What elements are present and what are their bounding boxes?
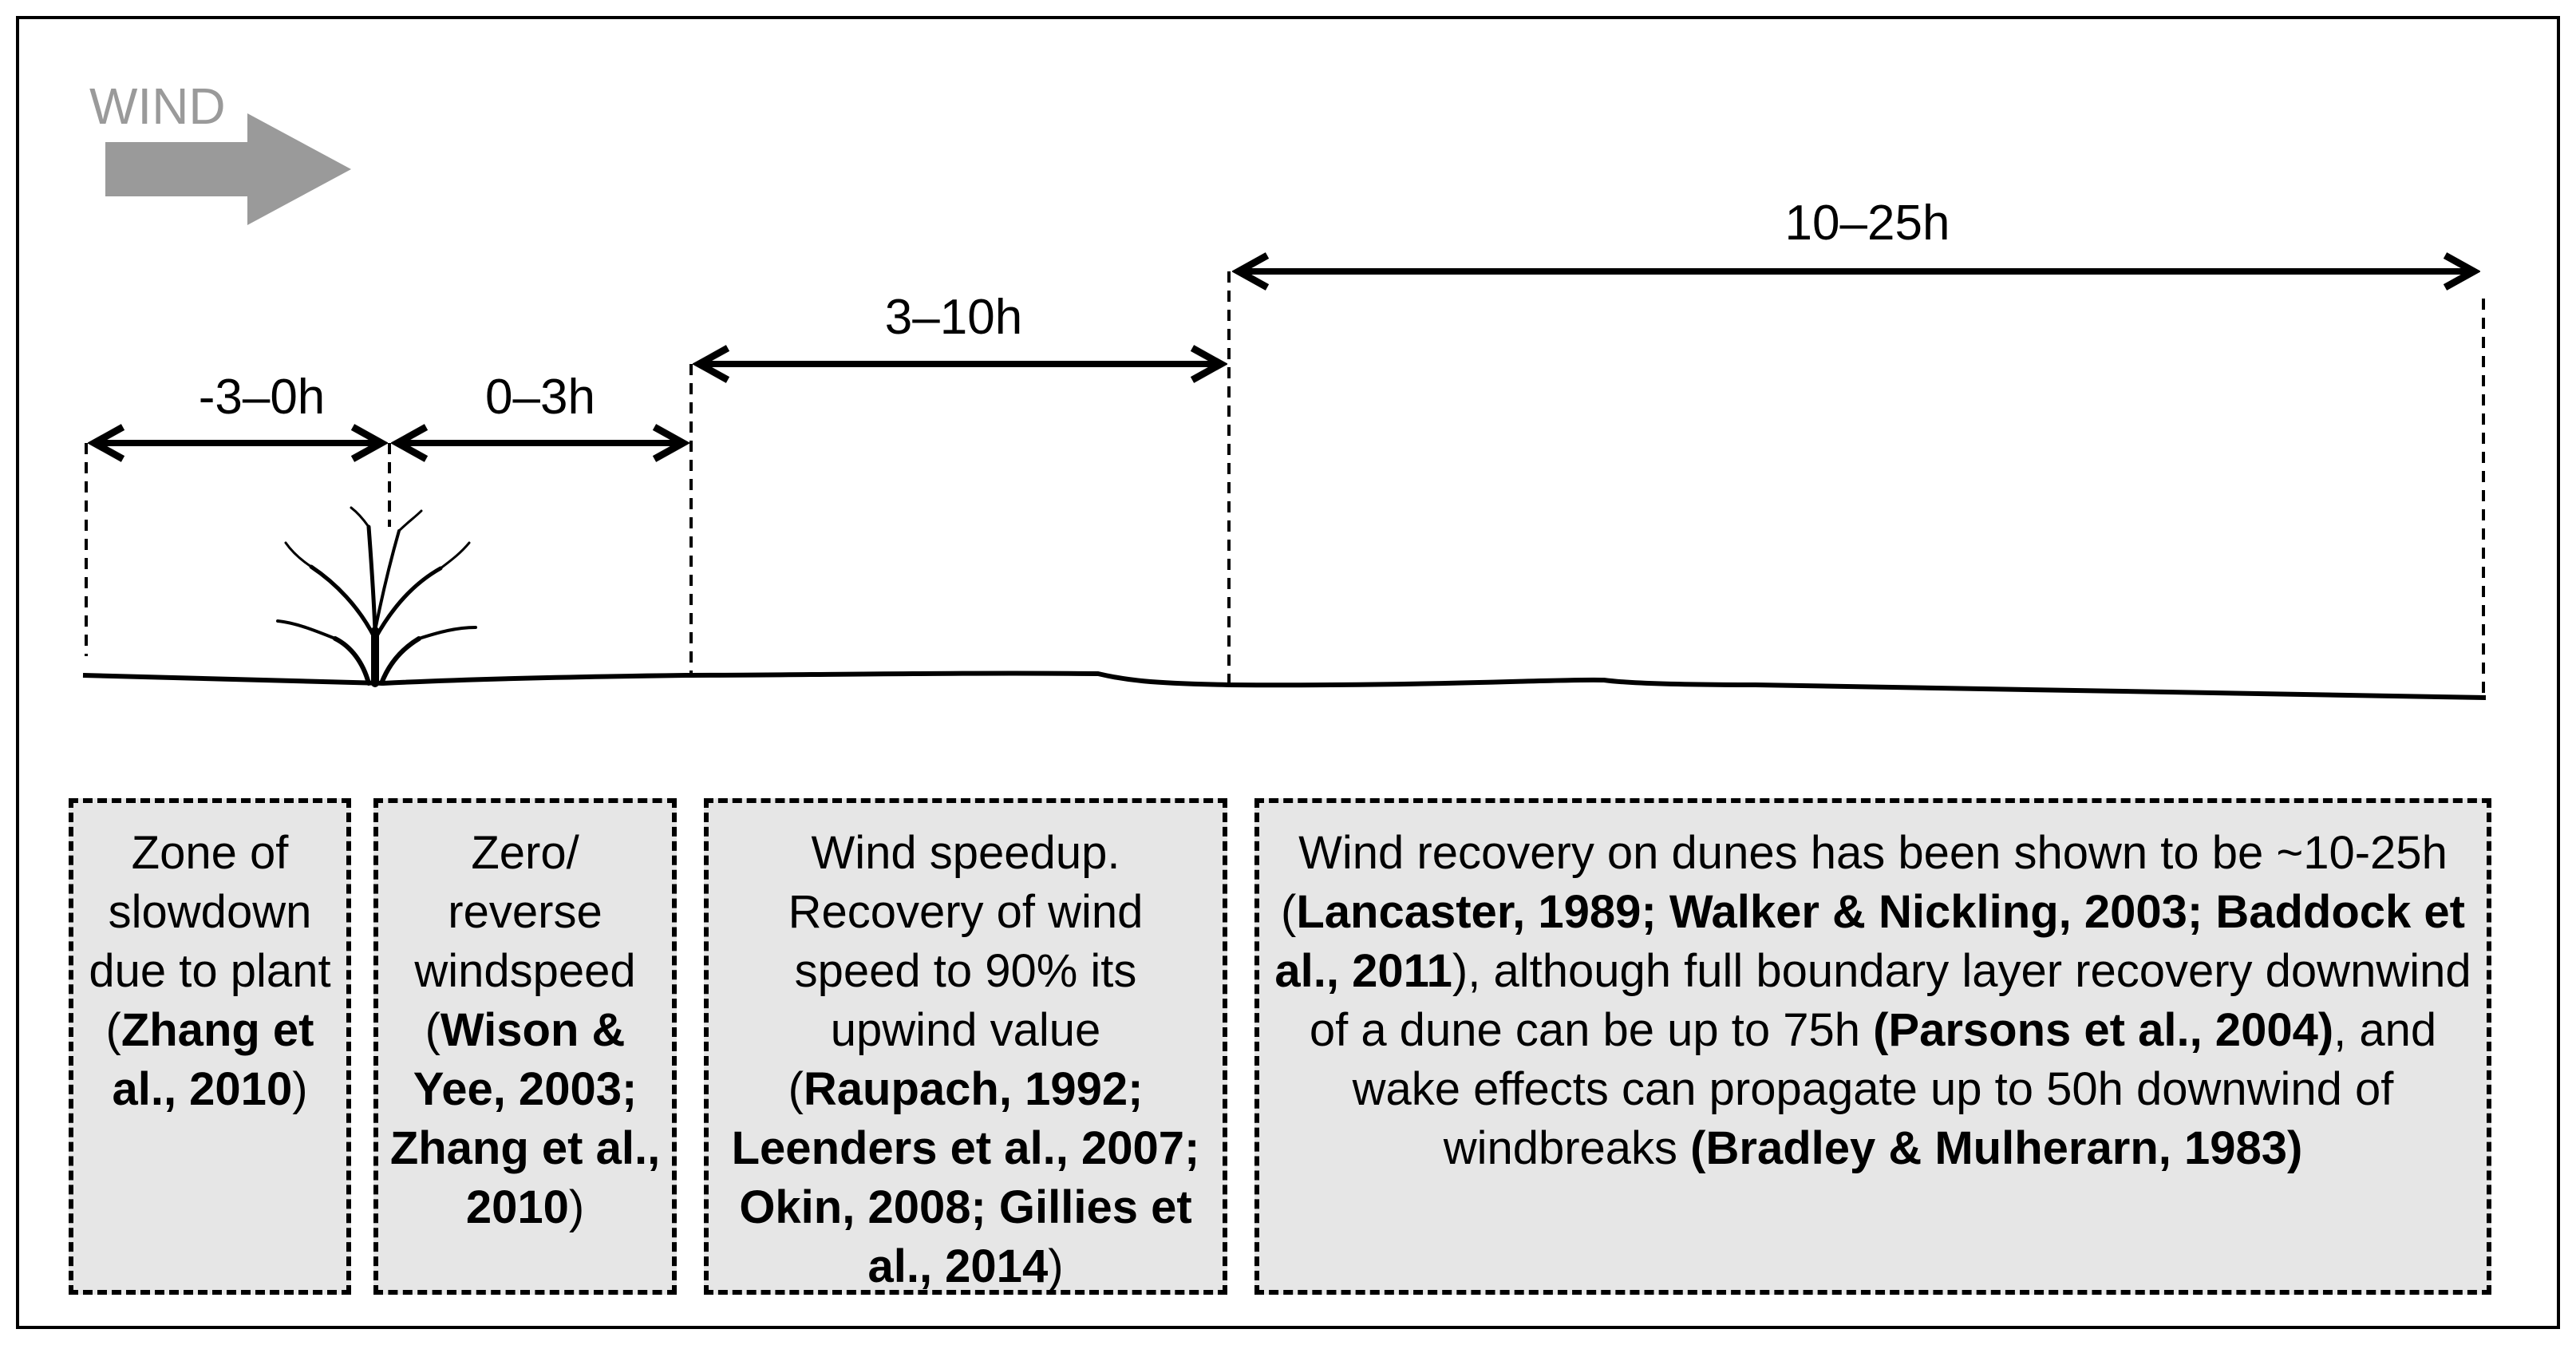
zone-description-box: [69, 798, 351, 1295]
zone-label-0-3h: 0–3h: [485, 370, 595, 425]
description-text: Wind speedup. Recovery of wind speed to 90% its upwind value (: [788, 827, 1144, 1115]
description-text: ): [292, 1063, 308, 1115]
wind-label: WIND: [89, 77, 226, 135]
citation-text: Raupach, 1992; Leenders et al., 2007; Okin, 2008; Gillies et al., 2014: [731, 1063, 1200, 1292]
description-text: , and wake effects can propagate up to 50h downwind of windbreaks: [1352, 1004, 2437, 1174]
shrub-icon: [278, 508, 476, 683]
citation-text: Lancaster, 1989; Walker & Nickling, 2003; Baddock et al., 2011: [1274, 886, 2465, 997]
zone-label-minus3-0h: -3–0h: [198, 370, 326, 425]
description-text: ): [1048, 1240, 1064, 1292]
citation-text: (Bradley & Mulherarn, 1983): [1690, 1122, 2303, 1174]
zone-description-box: [373, 798, 677, 1295]
description-text: ): [568, 1181, 585, 1233]
zone-label-10-25h: 10–25h: [1784, 196, 1950, 251]
citation-text: Wison & Yee, 2003; Zhang et al., 2010: [389, 1004, 661, 1233]
description-text: Zero/ reverse windspeed (: [414, 827, 636, 1056]
description-text: Wind recovery on dunes has been shown to be ~10-25h (: [1281, 827, 2448, 938]
citation-text: (Parsons et al., 2004): [1873, 1004, 2334, 1056]
ground-line: [83, 673, 2486, 698]
description-text: Zone of slowdown due to plant (: [89, 827, 331, 1056]
description-text: ), although full boundary layer recovery downwind of a dune can be up to 75h: [1309, 945, 2471, 1056]
citation-text: Zhang et al., 2010: [112, 1004, 314, 1115]
zone-label-3-10h: 3–10h: [884, 290, 1023, 345]
zone-description-box: [704, 798, 1227, 1295]
zone-description-box: [1254, 798, 2491, 1295]
